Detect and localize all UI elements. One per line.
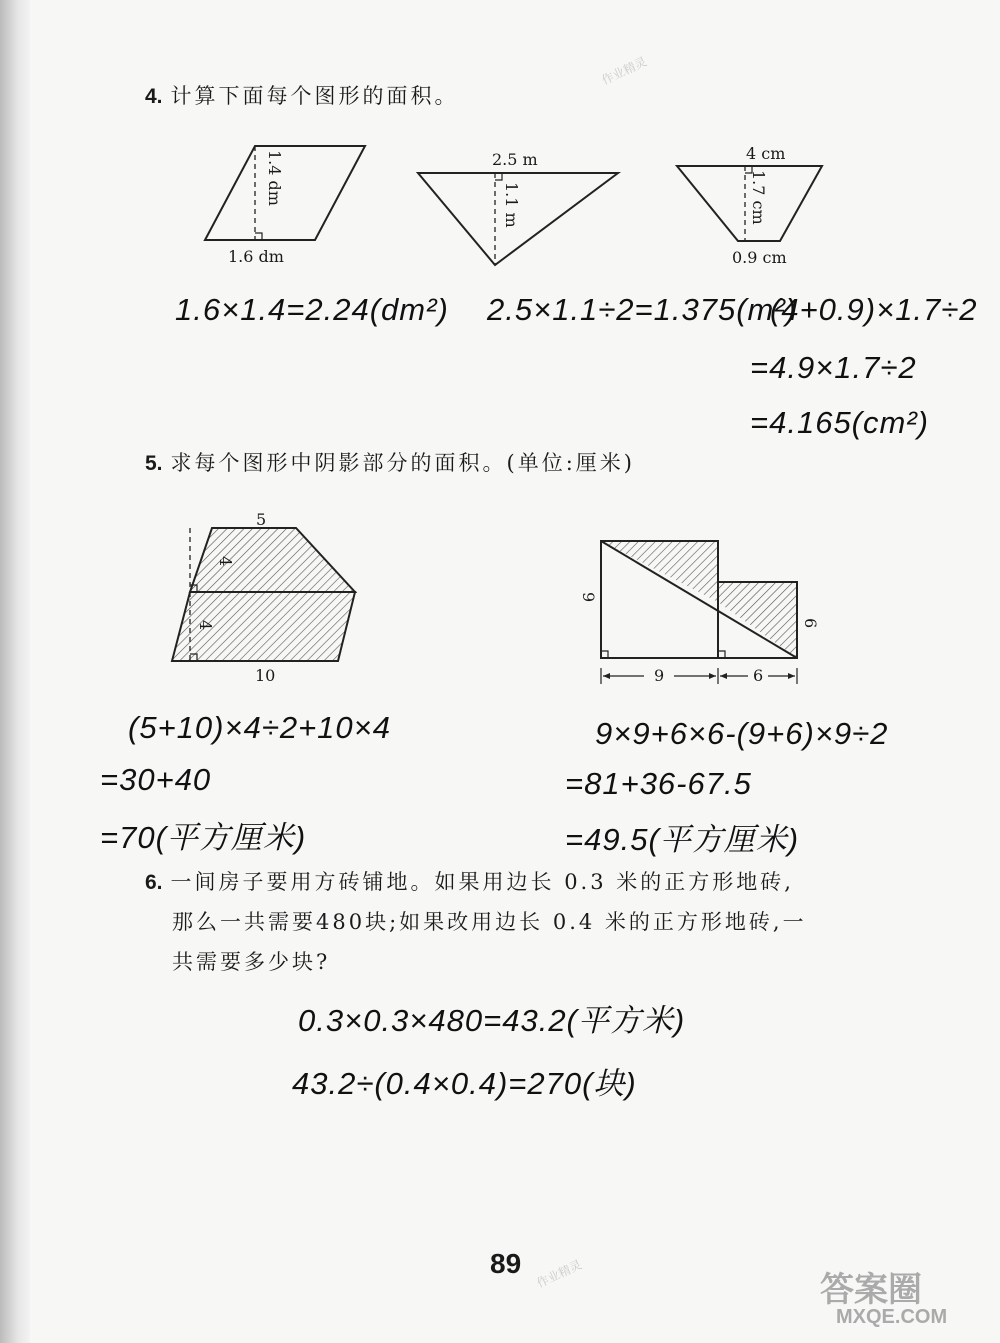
q5-fig2-answer-line-1: 9×9+6×6-(9+6)×9÷2 bbox=[595, 716, 889, 751]
q6-answer-line-2: 43.2÷(0.4×0.4)=270(块) bbox=[292, 1066, 637, 1101]
q5-fig2-answer-line-2: =81+36-67.5 bbox=[565, 766, 752, 801]
q5-fig2-answer-line-3: =49.5(平方厘米) bbox=[565, 822, 800, 857]
q5-fig1-height1-label: 4 bbox=[216, 556, 235, 567]
q4-fig1-height-label: 1.4 dm bbox=[265, 150, 284, 206]
corner-logo: 答案圈 bbox=[820, 1271, 922, 1309]
q5-title: 5. 求每个图形中阴影部分的面积。(单位:厘米) bbox=[145, 451, 635, 475]
corner-logo-url: MXQE.COM bbox=[836, 1306, 948, 1328]
q6-line-2: 那么一共需要480块;如果改用边长 0.4 米的正方形地砖,一 bbox=[172, 910, 807, 934]
q4-title: 4. 计算下面每个图形的面积。 bbox=[145, 84, 459, 108]
q4-parallelogram bbox=[205, 146, 365, 240]
q4-fig2-height-label: 1.1 m bbox=[502, 182, 521, 228]
q5-composite-figure-2 bbox=[601, 541, 797, 684]
q5-fig2-bottom-left-label: 9 bbox=[654, 666, 665, 685]
q5-fig1-answer-line-2: =30+40 bbox=[100, 762, 212, 797]
q5-fig1-height2-label: 4 bbox=[196, 620, 215, 631]
q4-fig1-base-label: 1.6 dm bbox=[228, 247, 284, 266]
q4-fig2-answer: 2.5×1.1÷2=1.375(m²) bbox=[487, 292, 798, 327]
q5-fig1-bottom-label: 10 bbox=[255, 666, 276, 685]
q4-fig2-top-label: 2.5 m bbox=[492, 150, 538, 169]
q5-fig1-answer-line-1: (5+10)×4÷2+10×4 bbox=[128, 710, 391, 745]
watermark-top: 作业精灵 bbox=[599, 54, 649, 88]
q4-fig3-top-label: 4 cm bbox=[746, 144, 786, 163]
q4-fig3-height-label: 1.7 cm bbox=[749, 170, 768, 225]
q4-fig3-bottom-label: 0.9 cm bbox=[732, 248, 787, 267]
q5-composite-figure-1 bbox=[172, 528, 355, 661]
q4-fig3-answer-line-2: =4.9×1.7÷2 bbox=[750, 350, 917, 385]
q5-fig2-bottom-right-label: 6 bbox=[753, 666, 764, 685]
page-number: 89 bbox=[490, 1248, 522, 1279]
q5-fig1-answer-line-3: =70(平方厘米) bbox=[100, 820, 307, 855]
q5-fig2-left-label: 9 bbox=[579, 592, 598, 603]
q4-fig3-answer-line-1: (4+0.9)×1.7÷2 bbox=[770, 292, 978, 327]
q5-fig1-top-label: 5 bbox=[256, 510, 267, 529]
q6-line-3: 共需要多少块? bbox=[172, 950, 331, 974]
watermark-bottom: 作业精灵 bbox=[534, 1257, 584, 1291]
q6-answer-line-1: 0.3×0.3×480=43.2(平方米) bbox=[298, 1003, 686, 1038]
q4-fig3-answer-line-3: =4.165(cm²) bbox=[750, 405, 929, 440]
q5-fig2-right-label: 6 bbox=[801, 618, 820, 629]
q4-fig1-answer: 1.6×1.4=2.24(dm²) bbox=[175, 292, 449, 327]
q6-line-1: 6. 一间房子要用方砖铺地。如果用边长 0.3 米的正方形地砖, bbox=[145, 870, 794, 894]
